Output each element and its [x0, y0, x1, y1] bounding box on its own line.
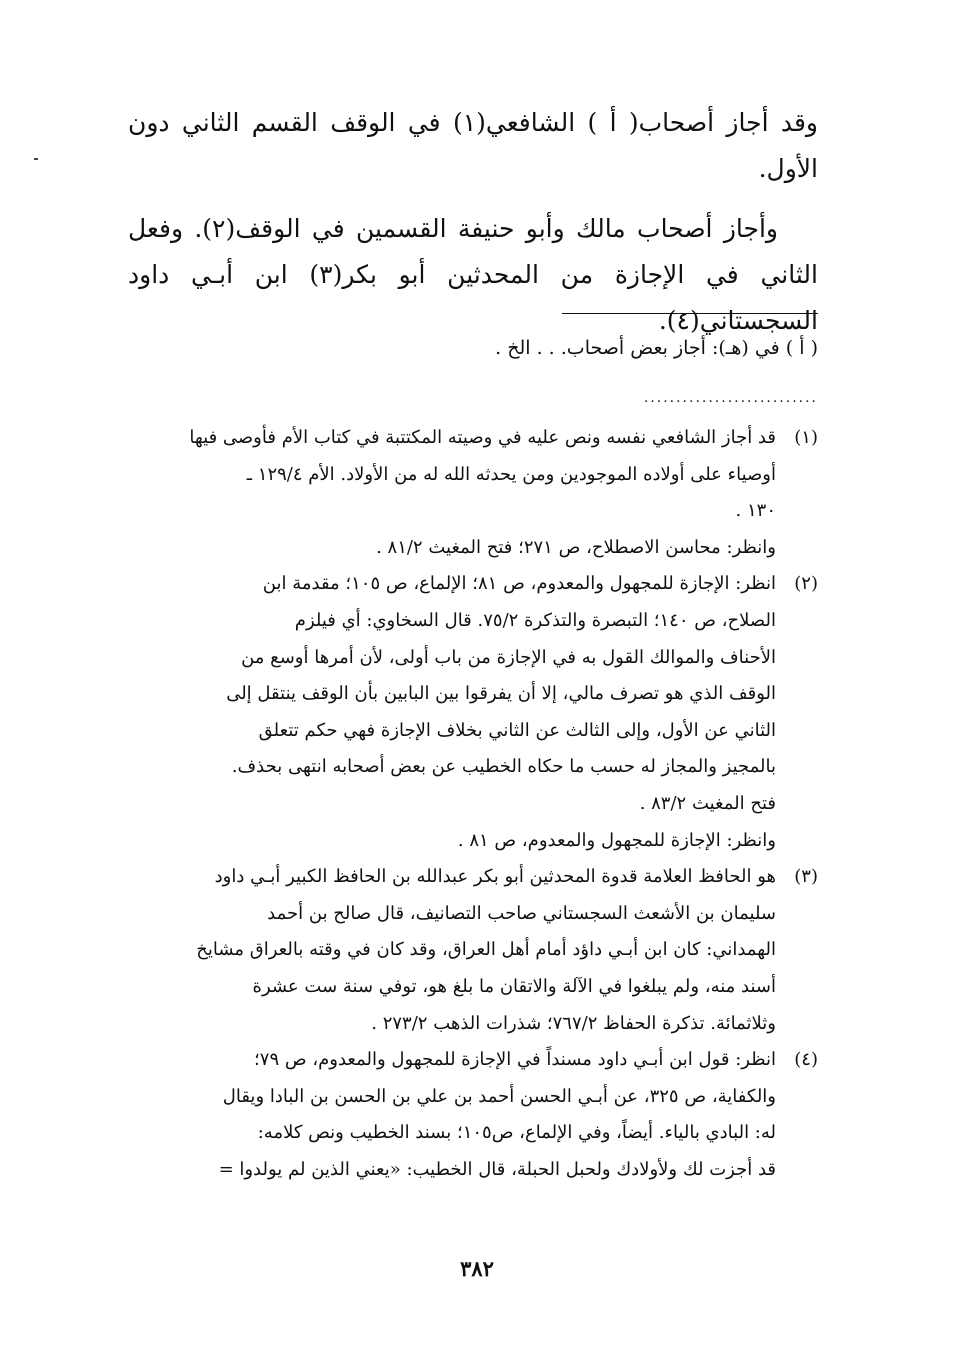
- footnote-line: فتح المغيث ٨٣/٢ .: [639, 792, 776, 814]
- main-text: [128, 100, 818, 358]
- footnote-line: سليمان بن الأشعث السجستاني صاحب التصانيف، قال صالح بن أحمد: [267, 902, 776, 924]
- footnote-line: بالمجيز والمجاز له حسب ما حكاه الخطيب عن بعض أصحابه انتهى بحذف.: [231, 756, 776, 778]
- footnote-number: (٤): [794, 1049, 818, 1071]
- footnote-line: قد أجزت لك ولأولادك ولحبل الحبلة، قال الخطيب: «يعني الذين لم يولدوا =: [218, 1158, 776, 1180]
- footnote-line: انظر: الإجازة للمجهول والمعدوم، ص ٨١؛ الإلماع، ص ١٠٥؛ مقدمة ابن: [262, 573, 776, 595]
- main-paragraph-2: وأجاز أصحاب مالك وأبو حنيفة القسمين في الوقف(٢). وفعل الثاني في الإجازة من المحدثين أبو بكر(٣) ابن أبـي داود السجستاني(٤).: [128, 214, 818, 335]
- footnote-line: وثلاثمائة. تذكرة الحفاظ ٧٦٧/٢؛ شذرات الذهب ٢٧٣/٢ .: [371, 1012, 776, 1034]
- footnote-line: قد أجاز الشافعي نفسه ونص عليه في وصيته المكتتبة في كتاب الأم فأوصى فيها: [189, 427, 776, 448]
- footnote-line: الوقف الذي هو تصرف مالي، إلا أن يفرقوا بين البابين بأن الوقف ينتقل إلى: [226, 683, 776, 705]
- footnote-line: له: البادي بالياء. أيضاً، وفي الإلماع، ص١٠٥؛ بسند الخطيب ونص كلامه:: [257, 1122, 776, 1144]
- footnote-line: والكفاية، ص ٣٢٥، عن أبـي الحسن أحمد بن علي بن الحسن بن البادا ويقال: [222, 1085, 776, 1107]
- footnote-line: أسند منه، ولم يبلغوا في الآلة والاتقان ما بلغ هو، توفي سنة ست عشرة: [252, 975, 776, 997]
- margin-mark: [34, 158, 38, 160]
- dotted-separator: ...........................: [643, 390, 818, 406]
- footnote-separator-rule: [562, 313, 818, 314]
- footnote-3: [128, 859, 818, 1042]
- footnote-number: (٣): [794, 866, 818, 888]
- footnote-line: الأحناف والموالك القول به في الإجازة من باب أولى، لأن أمرها أوسع من: [241, 646, 776, 668]
- variant-note: ( أ ) في (هـ): أجاز بعض أصحاب. . . الخ .: [495, 337, 818, 359]
- main-paragraph-1: وقد أجاز أصحاب( أ ) الشافعي(١) في الوقف القسم الثاني دون الأول.: [128, 108, 818, 183]
- footnote-line: وانظر: محاسن الاصطلاح، ص ٢٧١؛ فتح المغيث ٨١/٢ .: [376, 536, 776, 558]
- footnote-line: وانظر: الإجازة للمجهول والمعدوم، ص ٨١ .: [457, 829, 776, 851]
- footnote-line: الهمداني: كان ابن أبـي داؤد أمام أهل العراق، وقد كان في وقته بالعراق مشايخ: [196, 939, 776, 961]
- footnote-1: [128, 420, 818, 566]
- footnote-line: ١٣٠ .: [735, 500, 776, 522]
- footnote-line: انظر: قول ابن أبـي داود مسنداً في الإجازة للمجهول والمعدوم، ص ٧٩؛: [254, 1049, 776, 1071]
- footnote-line: الصلاح، ص ١٤٠؛ التبصرة والتذكرة ٧٥/٢. قال السخاوي: أي فيلزم: [294, 609, 776, 631]
- footnote-line: هو الحافظ العلامة قدوة المحدثين أبو بكر عبدالله بن الحافظ الكبير أبـي داود: [214, 866, 776, 888]
- footnote-4: [128, 1042, 818, 1188]
- footnotes: [128, 420, 818, 1188]
- footnote-line: الثاني عن الأول، وإلى الثالث عن الثاني بخلاف الإجازة فهي حكم تتعلق: [258, 719, 776, 741]
- page-number: ٣٨٢: [460, 1256, 494, 1281]
- footnote-number: (٢): [794, 573, 818, 595]
- footnote-number: (١): [794, 427, 818, 448]
- footnote-line: أوصياء على أولاده الموجودين ومن يحدثه الله له من الأولاد. الأم ١٢٩/٤ ـ: [246, 463, 776, 485]
- footnote-2: [128, 566, 818, 859]
